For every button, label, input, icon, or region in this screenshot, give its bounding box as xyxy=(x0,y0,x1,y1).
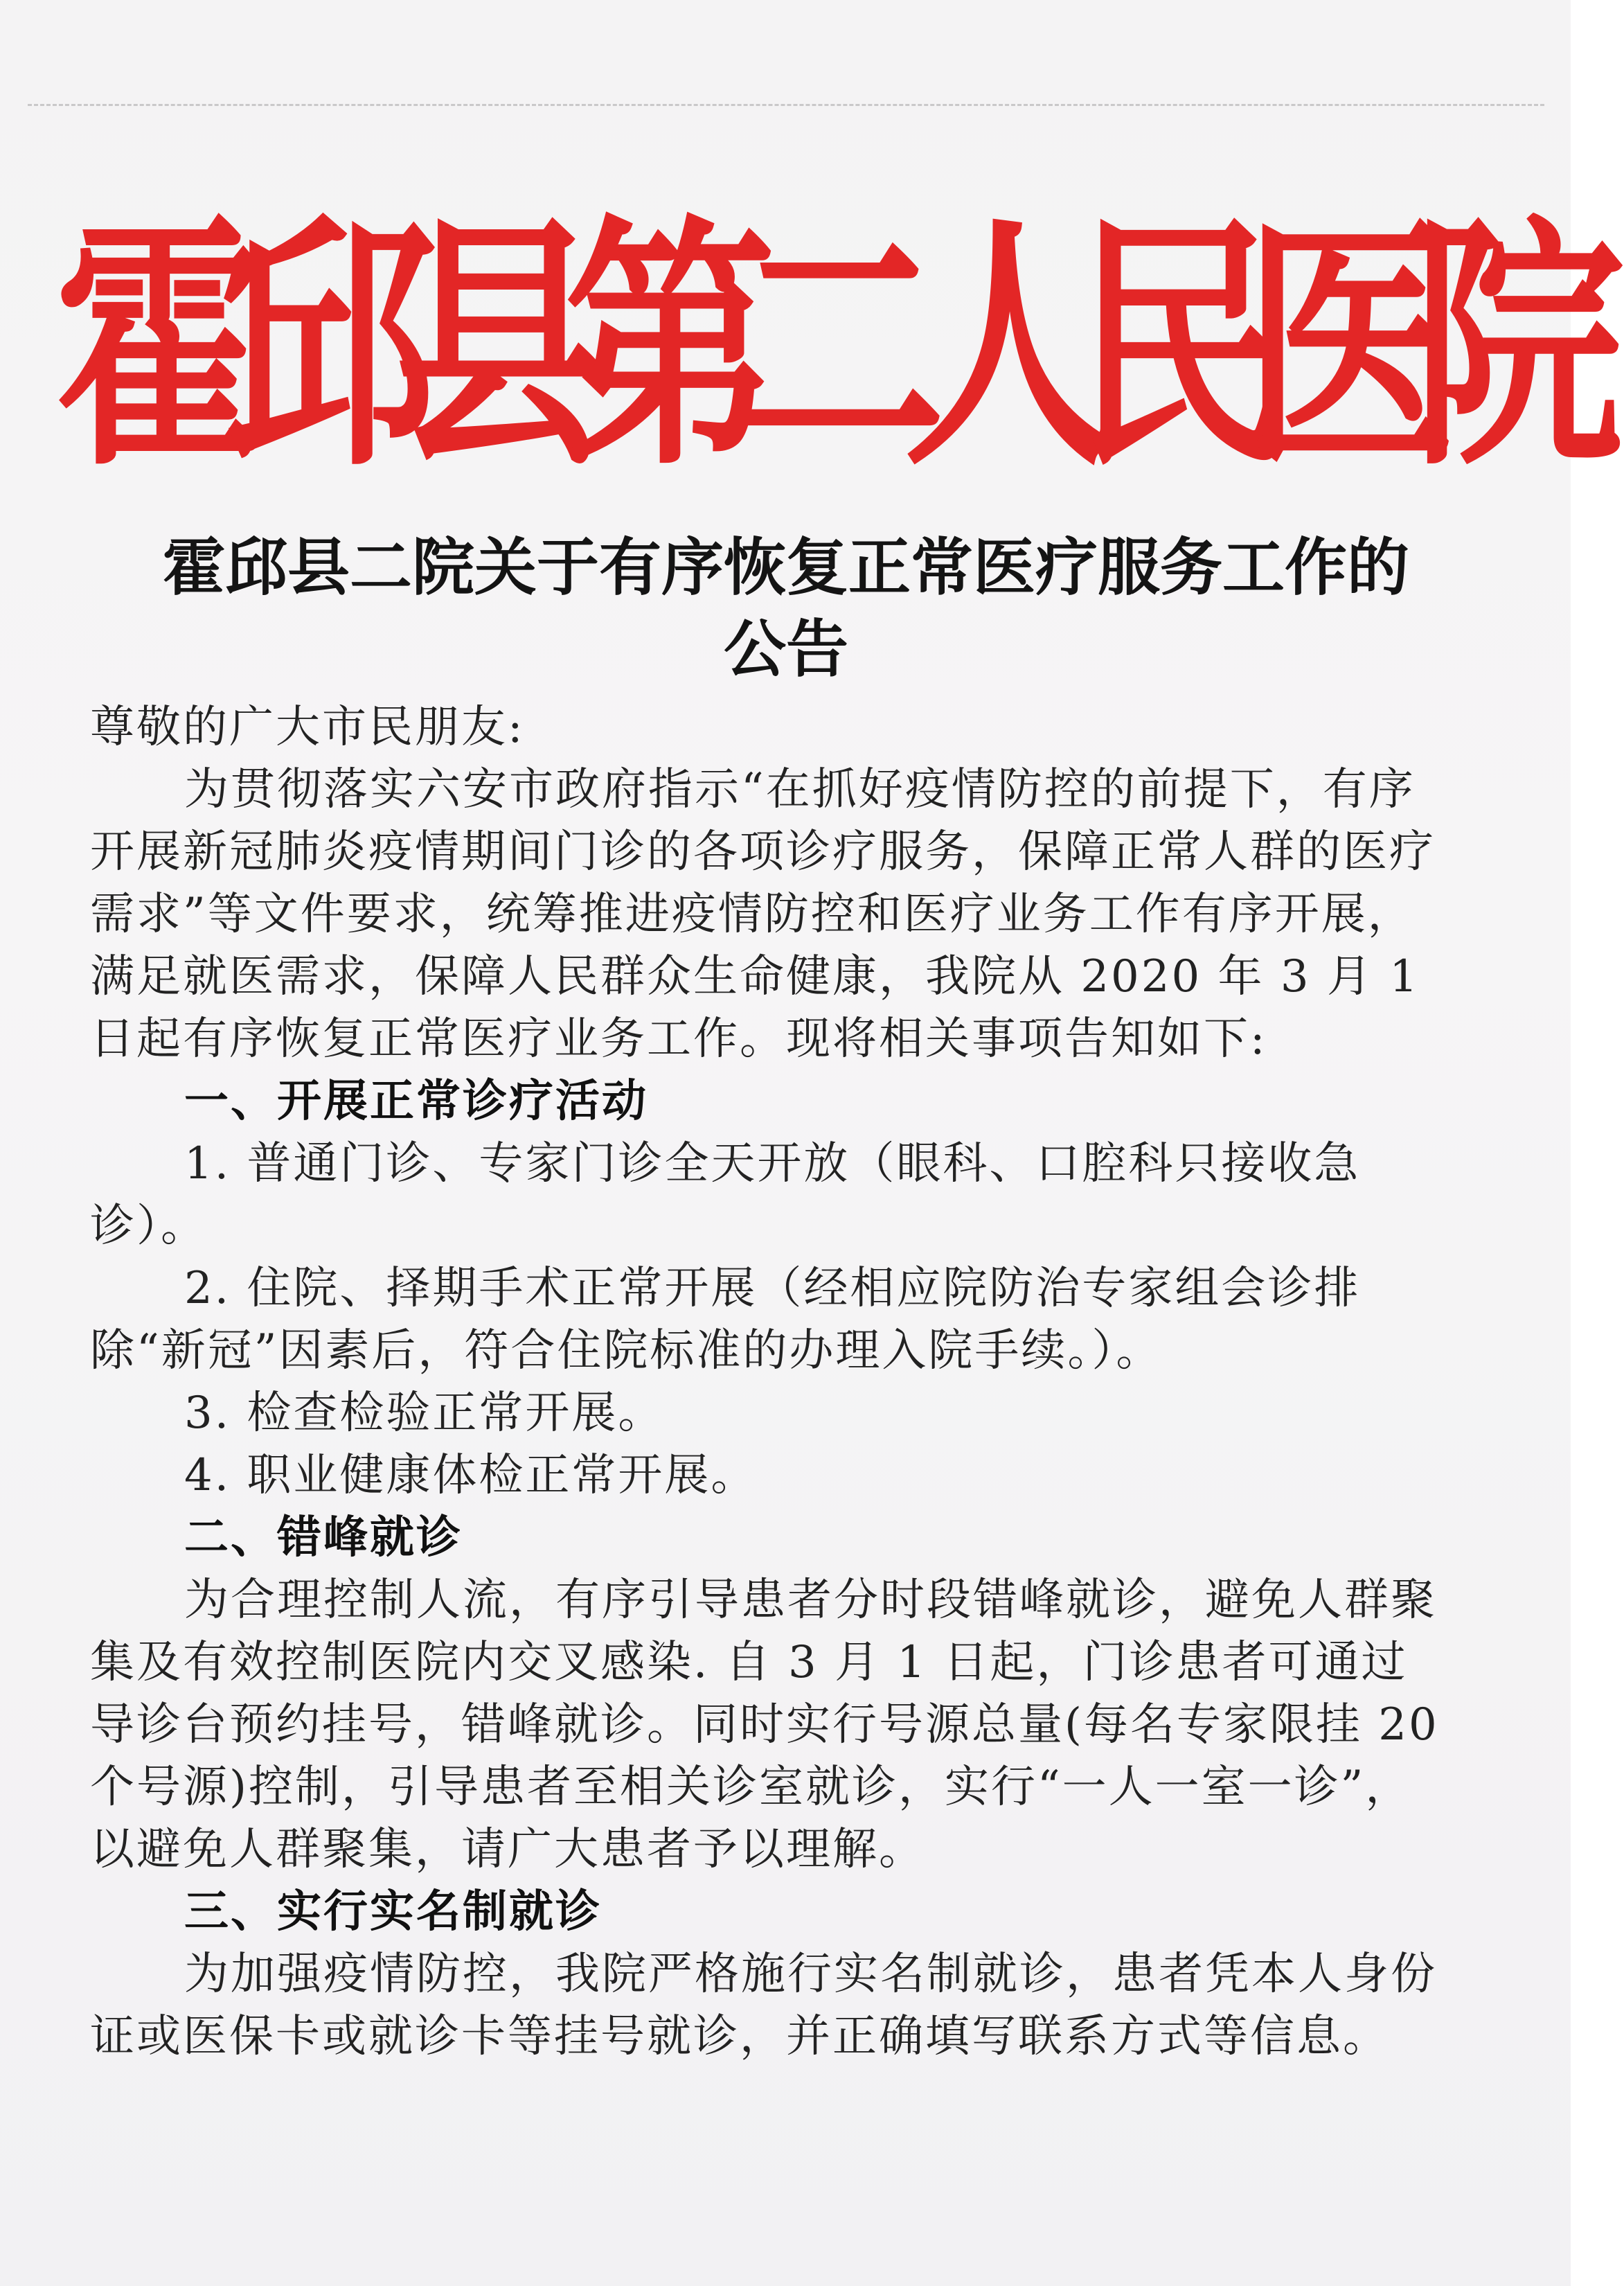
title-line-1: 霍邱县二院关于有序恢复正常医疗服务工作的 xyxy=(163,531,1409,604)
scan-edge-line xyxy=(28,104,1544,106)
title-line-2: 公告 xyxy=(724,612,848,686)
section-1-item: 3. 检查检验正常开展。 xyxy=(184,1388,665,1439)
letterhead-char: 民 xyxy=(1073,190,1285,502)
section-2-heading: 二、错峰就诊 xyxy=(184,1512,463,1563)
letterhead-char: 二 xyxy=(734,190,945,502)
section-1-heading: 一、开展正常诊疗活动 xyxy=(184,1075,648,1127)
letterhead-char: 邱 xyxy=(225,190,436,502)
letterhead-char: 医 xyxy=(1243,190,1454,502)
intro-paragraph: 为贯彻落实六安市政府指示“在抓好疫情防控的前提下，有序开展新冠肺炎疫情期间门诊的各项诊疗服务，保障正常人群的医疗需求”等文件要求，统筹推进疫情防控和医疗业务工作有序开展，满足就医需求，保障人民群众生命健康，我院从 2020 年 3 月 1 日起有序恢复正常医疗业务工作。现将相关事项告知如下: xyxy=(90,764,1436,1065)
section-2-paragraph: 为合理控制人流，有序引导患者分时段错峰就诊，避免人群聚集及有效控制医院内交叉感染. 自 3 月 1 日起，门诊患者可通过导诊台预约挂号，错峰就诊。同时实行号源总量(每名专家限挂 20 个号源)控制，引导患者至相关诊室就诊，实行“一人一室一诊”，以避免人群聚集，请广大患者予以理解。 xyxy=(90,1575,1439,1875)
letterhead-char: 院 xyxy=(1413,190,1624,502)
notice-body xyxy=(90,696,1447,2068)
salutation: 尊敬的广大市民朋友: xyxy=(90,702,525,753)
letterhead-char: 第 xyxy=(564,190,776,502)
document-title xyxy=(69,526,1503,690)
letterhead-char: 人 xyxy=(904,190,1115,502)
hospital-letterhead xyxy=(55,190,1624,502)
section-1-item: 4. 职业健康体检正常开展。 xyxy=(184,1450,758,1501)
section-3-paragraph: 为加强疫情防控，我院严格施行实名制就诊，患者凭本人身份证或医保卡或就诊卡等挂号就诊，并正确填写联系方式等信息。 xyxy=(90,1949,1437,2062)
section-3-heading: 三、实行实名制就诊 xyxy=(184,1886,602,1938)
letterhead-char: 县 xyxy=(395,190,606,502)
section-1-item: 2. 住院、择期手术正常开展（经相应院防治专家组会诊排除“新冠”因素后，符合住院标准的办理入院手续。）。 xyxy=(90,1263,1361,1376)
letterhead-char: 霍 xyxy=(55,190,267,502)
section-1-item: 1. 普通门诊、专家门诊全天开放（眼科、口腔科只接收急诊）。 xyxy=(90,1138,1361,1252)
